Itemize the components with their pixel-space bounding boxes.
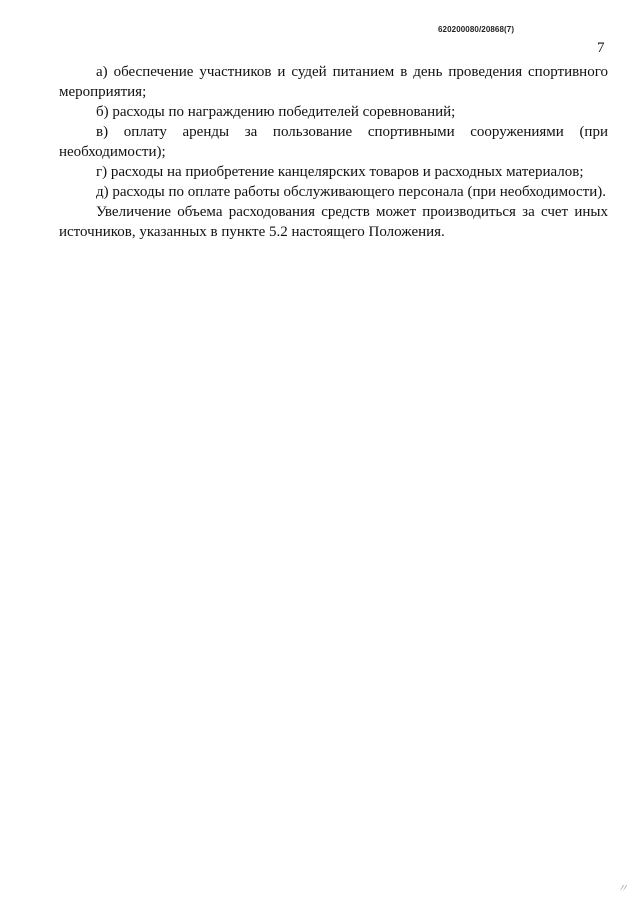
document-body	[59, 62, 608, 242]
list-item-a: а) обеспечение участников и судей питанием в день проведения спортивного мероприятия;	[59, 64, 608, 100]
list-item-d: д) расходы по оплате работы обслуживающего персонала (при необходимости).	[96, 184, 607, 200]
list-item-b: б) расходы по награждению победителей соревнований;	[96, 104, 456, 120]
document-id: 620200080/20868(7)	[438, 25, 515, 34]
page-number: 7	[597, 40, 605, 56]
list-item-v: в) оплату аренды за пользование спортивными сооружениями (при необходимости);	[59, 124, 608, 160]
closing-paragraph: Увеличение объема расходования средств может производиться за счет иных источников, указанных в пункте 5.2 настоящего Положения.	[59, 204, 608, 240]
list-item-g: г) расходы на приобретение канцелярских товаров и расходных материалов;	[96, 164, 584, 180]
handwritten-mark: 〃	[617, 882, 628, 895]
